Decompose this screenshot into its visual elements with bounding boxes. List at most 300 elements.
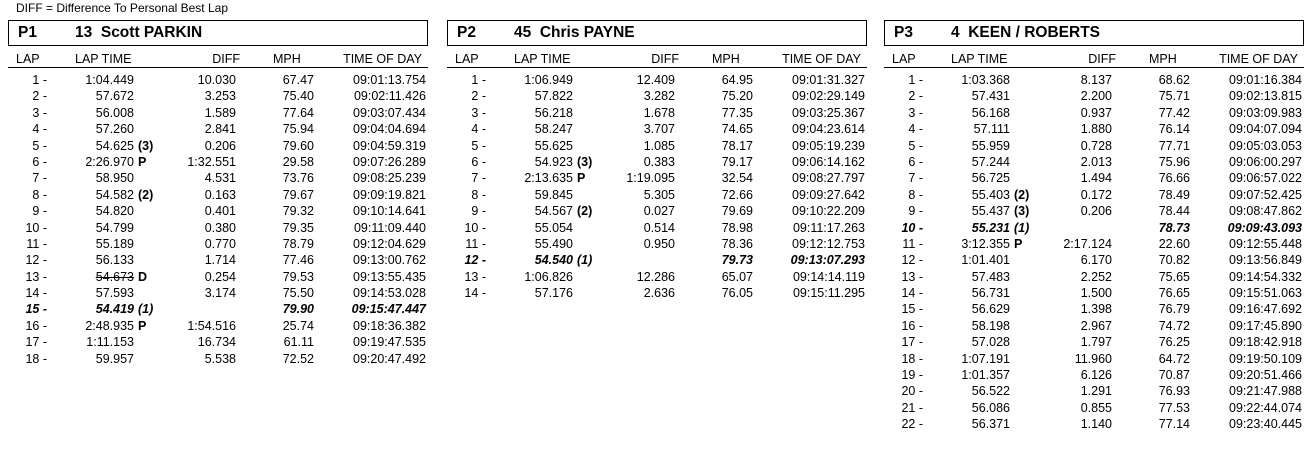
lap-diff: 3.282 <box>643 89 675 104</box>
table-row <box>884 237 1304 253</box>
lap-mph: 79.69 <box>721 204 753 219</box>
lap-mph: 76.14 <box>1158 122 1190 137</box>
time-of-day: 09:02:29.149 <box>792 89 865 104</box>
lap-number: 11 - <box>26 236 47 251</box>
lap-diff: 2.967 <box>1080 318 1112 333</box>
lap-flag: P <box>1014 236 1023 251</box>
lap-time: 56.725 <box>971 171 1010 186</box>
lap-time: 56.522 <box>971 384 1010 399</box>
lap-diff: 1.678 <box>643 105 675 120</box>
lap-number: 16 - <box>25 318 47 333</box>
lap-mph: 75.96 <box>1158 154 1190 169</box>
lap-time: 54.799 <box>95 220 134 235</box>
lap-mph: 22.60 <box>1158 236 1190 251</box>
lap-diff: 6.126 <box>1080 368 1112 383</box>
time-of-day: 09:19:47.535 <box>353 335 426 350</box>
time-of-day: 09:17:45.890 <box>1229 318 1302 333</box>
lap-mph: 64.72 <box>1158 351 1190 366</box>
lap-mph: 78.44 <box>1158 204 1190 219</box>
table-row <box>884 204 1304 220</box>
time-of-day: 09:11:17.263 <box>792 220 865 235</box>
lap-time: 58.950 <box>95 171 134 186</box>
lap-diff: 0.027 <box>643 204 675 219</box>
lap-number: 17 - <box>25 335 47 350</box>
lap-mph: 77.46 <box>282 253 314 268</box>
table-row <box>884 286 1304 302</box>
lap-number: 9 - <box>32 204 47 219</box>
lap-flag: (2) <box>577 204 593 219</box>
time-of-day: 09:20:47.492 <box>353 351 426 366</box>
lap-mph: 67.47 <box>282 73 314 87</box>
lap-mph: 79.35 <box>282 220 314 235</box>
lap-time: 55.403 <box>971 187 1010 202</box>
time-of-day: 09:01:16.384 <box>1229 73 1302 87</box>
time-of-day: 09:18:36.382 <box>353 318 426 333</box>
table-row <box>8 122 428 138</box>
lap-diff: 3.707 <box>643 122 675 137</box>
lap-diff: 2.841 <box>204 122 236 137</box>
lap-mph: 64.95 <box>721 73 753 87</box>
lap-diff: 16.734 <box>197 335 236 350</box>
lap-time: 57.111 <box>973 122 1010 137</box>
lap-number: 7 - <box>32 171 47 186</box>
lap-diff: 0.937 <box>1080 105 1112 120</box>
lap-diff: 1.291 <box>1080 384 1112 399</box>
table-row <box>8 319 428 335</box>
table-row <box>447 106 867 122</box>
lap-time: 1:01.357 <box>961 368 1010 383</box>
lap-time: 54.582 <box>95 187 134 202</box>
column-header: DIFF <box>651 52 679 66</box>
lap-flag: (1) <box>577 253 593 268</box>
lap-time: 56.371 <box>971 417 1010 432</box>
lap-time: 56.218 <box>534 105 573 120</box>
lap-time: 54.419 <box>95 302 134 317</box>
lap-number: 13 - <box>25 269 47 284</box>
lap-diff: 1.714 <box>204 253 236 268</box>
lap-flag: P <box>138 154 147 169</box>
lap-number: 9 - <box>908 204 923 219</box>
lap-mph: 68.62 <box>1158 73 1190 87</box>
position-label: P2 <box>457 24 476 41</box>
lap-time: 2:13.635 <box>524 171 573 186</box>
lap-flag: (2) <box>1014 187 1030 202</box>
column-header: TIME OF DAY <box>1219 52 1298 66</box>
lap-mph: 77.14 <box>1158 417 1190 432</box>
table-row <box>884 253 1304 269</box>
lap-flag: P <box>138 318 147 333</box>
time-of-day: 09:01:31.327 <box>792 73 865 87</box>
lap-mph: 75.71 <box>1158 89 1190 104</box>
table-row <box>884 122 1304 138</box>
lap-mph: 77.64 <box>282 105 314 120</box>
column-header: LAP <box>892 52 916 66</box>
driver-name: 4 KEEN / ROBERTS <box>951 24 1100 41</box>
table-row <box>8 286 428 302</box>
lap-mph: 74.65 <box>721 122 753 137</box>
lap-mph: 73.76 <box>282 171 314 186</box>
lap-diff: 11.960 <box>1074 351 1112 366</box>
column-header: MPH <box>712 52 740 66</box>
lap-diff: 0.254 <box>204 269 236 284</box>
time-of-day: 09:12:12.753 <box>792 236 865 251</box>
lap-diff: 2:17.124 <box>1063 236 1112 251</box>
time-of-day: 09:09:27.642 <box>792 187 865 202</box>
lap-time: 59.845 <box>534 187 573 202</box>
lap-number: 21 - <box>901 400 923 415</box>
lap-number: 9 - <box>471 204 486 219</box>
lap-number: 14 - <box>464 286 486 301</box>
lap-number: 22 - <box>901 417 923 432</box>
table-row <box>8 155 428 171</box>
table-row <box>884 302 1304 318</box>
column-header: LAP TIME <box>514 52 571 66</box>
lap-mph: 78.98 <box>721 220 753 235</box>
table-row <box>447 237 867 253</box>
table-row <box>884 73 1304 89</box>
lap-time: 1:01.401 <box>961 253 1010 268</box>
lap-time: 57.593 <box>95 286 134 301</box>
driver-name: 13 Scott PARKIN <box>75 24 203 41</box>
lap-number: 4 - <box>908 122 923 137</box>
lap-mph: 75.20 <box>721 89 753 104</box>
lap-diff: 8.137 <box>1080 73 1112 87</box>
lap-flag: (3) <box>1014 204 1030 219</box>
lap-flag: P <box>577 171 586 186</box>
lap-time: 54.673 <box>95 269 134 284</box>
lap-rows <box>884 73 1304 434</box>
time-of-day: 09:06:14.162 <box>792 154 865 169</box>
lap-flag: (3) <box>138 138 154 153</box>
lap-flag: D <box>138 269 148 284</box>
table-row <box>8 335 428 351</box>
table-row <box>884 384 1304 400</box>
lap-number: 5 - <box>471 138 486 153</box>
lap-time: 54.540 <box>534 253 573 268</box>
time-of-day: 09:07:26.289 <box>353 154 426 169</box>
panel-p1 <box>8 20 428 368</box>
time-of-day: 09:16:47.692 <box>1229 302 1302 317</box>
lap-number: 6 - <box>32 154 47 169</box>
lap-time: 58.198 <box>971 318 1010 333</box>
lap-number: 7 - <box>471 171 486 186</box>
time-of-day: 09:06:57.022 <box>1229 171 1302 186</box>
lap-diff: 0.172 <box>1080 187 1112 202</box>
table-row <box>8 188 428 204</box>
table-row <box>447 171 867 187</box>
lap-mph: 75.40 <box>282 89 314 104</box>
lap-number: 3 - <box>32 105 47 120</box>
lap-diff: 0.514 <box>643 220 675 235</box>
lap-number: 12 - <box>464 253 486 268</box>
panel-header <box>884 20 1304 46</box>
lap-diff: 0.401 <box>204 204 236 219</box>
lap-time: 1:03.368 <box>961 73 1010 87</box>
column-headers <box>447 46 867 68</box>
lap-time: 56.133 <box>95 253 134 268</box>
lap-mph: 78.17 <box>721 138 753 153</box>
panel-p3 <box>884 20 1304 434</box>
lap-time: 57.176 <box>534 286 573 301</box>
lap-mph: 78.79 <box>282 236 314 251</box>
lap-time: 57.672 <box>95 89 134 104</box>
time-of-day: 09:07:52.425 <box>1229 187 1302 202</box>
column-headers <box>884 46 1304 68</box>
table-row <box>884 319 1304 335</box>
time-of-day: 09:06:00.297 <box>1229 154 1302 169</box>
table-row <box>447 221 867 237</box>
lap-number: 10 - <box>901 220 923 235</box>
column-header: MPH <box>1149 52 1177 66</box>
lap-mph: 76.79 <box>1158 302 1190 317</box>
table-row <box>884 368 1304 384</box>
column-header: DIFF <box>1088 52 1116 66</box>
table-row <box>8 171 428 187</box>
lap-time: 54.923 <box>534 154 573 169</box>
panel-header <box>447 20 867 46</box>
time-of-day: 09:08:25.239 <box>353 171 426 186</box>
lap-time: 57.431 <box>971 89 1010 104</box>
lap-diff: 1.494 <box>1080 171 1112 186</box>
lap-time: 1:06.949 <box>524 73 573 87</box>
lap-mph: 76.93 <box>1158 384 1190 399</box>
lap-time: 57.483 <box>971 269 1010 284</box>
time-of-day: 09:11:09.440 <box>353 220 426 235</box>
lap-mph: 76.65 <box>1158 286 1190 301</box>
lap-flag: (1) <box>1014 220 1030 235</box>
lap-mph: 78.73 <box>1158 220 1190 235</box>
table-row <box>884 89 1304 105</box>
lap-time: 2:48.935 <box>85 318 134 333</box>
lap-mph: 29.58 <box>282 154 314 169</box>
lap-diff: 4.531 <box>204 171 236 186</box>
lap-diff: 1:32.551 <box>187 154 236 169</box>
lap-time: 55.625 <box>534 138 573 153</box>
lap-number: 7 - <box>908 171 923 186</box>
time-of-day: 09:04:59.319 <box>353 138 426 153</box>
lap-time: 56.086 <box>971 400 1010 415</box>
lap-time: 55.437 <box>971 204 1010 219</box>
lap-mph: 79.67 <box>282 187 314 202</box>
lap-number: 11 - <box>465 236 486 251</box>
lap-mph: 32.54 <box>721 171 753 186</box>
lap-diff: 1.797 <box>1080 335 1112 350</box>
lap-time: 55.189 <box>95 236 134 251</box>
lap-time: 56.008 <box>95 105 134 120</box>
lap-time: 57.260 <box>95 122 134 137</box>
lap-number: 2 - <box>471 89 486 104</box>
time-of-day: 09:05:19.239 <box>792 138 865 153</box>
table-row <box>8 204 428 220</box>
table-row <box>8 352 428 368</box>
lap-number: 8 - <box>908 187 923 202</box>
time-of-day: 09:15:47.447 <box>351 302 426 317</box>
lap-diff: 12.409 <box>636 73 675 87</box>
lap-number: 10 - <box>464 220 486 235</box>
time-of-day: 09:12:04.629 <box>353 236 426 251</box>
lap-diff: 0.206 <box>204 138 236 153</box>
lap-number: 14 - <box>25 286 47 301</box>
lap-diff: 3.253 <box>204 89 236 104</box>
lap-number: 13 - <box>464 269 486 284</box>
lap-time: 56.629 <box>971 302 1010 317</box>
lap-mph: 65.07 <box>721 269 753 284</box>
table-row <box>447 155 867 171</box>
table-row <box>447 188 867 204</box>
lap-time: 59.957 <box>95 351 134 366</box>
lap-mph: 77.71 <box>1158 138 1190 153</box>
time-of-day: 09:13:00.762 <box>353 253 426 268</box>
lap-number: 14 - <box>901 286 923 301</box>
time-of-day: 09:02:13.815 <box>1229 89 1302 104</box>
lap-number: 6 - <box>908 154 923 169</box>
table-row <box>447 286 867 302</box>
time-of-day: 09:23:40.445 <box>1229 417 1302 432</box>
time-of-day: 09:22:44.074 <box>1229 400 1302 415</box>
lap-number: 13 - <box>901 269 923 284</box>
lap-number: 10 - <box>25 220 47 235</box>
lap-mph: 76.05 <box>721 286 753 301</box>
lap-number: 16 - <box>901 318 923 333</box>
lap-diff: 5.538 <box>204 351 236 366</box>
lap-number: 15 - <box>25 302 47 317</box>
lap-number: 12 - <box>901 253 923 268</box>
table-row <box>8 237 428 253</box>
column-header: LAP TIME <box>75 52 132 66</box>
lap-flag: (2) <box>138 187 154 202</box>
lap-diff: 0.380 <box>204 220 236 235</box>
lap-diff: 10.030 <box>197 73 236 87</box>
panel-header <box>8 20 428 46</box>
table-row <box>447 139 867 155</box>
lap-mph: 77.53 <box>1158 400 1190 415</box>
column-header: LAP TIME <box>951 52 1008 66</box>
best-lap-row <box>447 253 867 269</box>
table-row <box>8 106 428 122</box>
time-of-day: 09:13:55.435 <box>353 269 426 284</box>
time-of-day: 09:03:09.983 <box>1229 105 1302 120</box>
lap-number: 6 - <box>471 154 486 169</box>
lap-diff: 0.383 <box>643 154 675 169</box>
lap-number: 20 - <box>901 384 923 399</box>
table-row <box>447 122 867 138</box>
time-of-day: 09:13:07.293 <box>790 253 865 268</box>
lap-diff: 0.770 <box>204 236 236 251</box>
lap-number: 12 - <box>25 253 47 268</box>
lap-diff: 1.589 <box>204 105 236 120</box>
lap-time: 3:12.355 <box>961 236 1010 251</box>
lap-mph: 75.50 <box>282 286 314 301</box>
table-row <box>884 401 1304 417</box>
time-of-day: 09:14:14.119 <box>792 269 865 284</box>
table-row <box>884 155 1304 171</box>
lap-number: 19 - <box>901 368 923 383</box>
table-row <box>447 204 867 220</box>
column-header: LAP <box>16 52 40 66</box>
panel-p2 <box>447 20 867 302</box>
lap-diff: 0.950 <box>643 236 675 251</box>
time-of-day: 09:21:47.988 <box>1229 384 1302 399</box>
time-of-day: 09:18:42.918 <box>1229 335 1302 350</box>
lap-diff: 2.252 <box>1080 269 1112 284</box>
lap-diff: 2.013 <box>1080 154 1112 169</box>
time-of-day: 09:08:27.797 <box>792 171 865 186</box>
lap-number: 2 - <box>32 89 47 104</box>
lap-time: 1:07.191 <box>961 351 1010 366</box>
time-of-day: 09:13:56.849 <box>1229 253 1302 268</box>
lap-rows <box>8 73 428 368</box>
lap-diff: 1.398 <box>1080 302 1112 317</box>
lap-diff: 1.500 <box>1080 286 1112 301</box>
lap-number: 2 - <box>908 89 923 104</box>
lap-number: 1 - <box>32 73 47 87</box>
column-header: TIME OF DAY <box>343 52 422 66</box>
lap-number: 5 - <box>908 138 923 153</box>
lap-flag: (1) <box>138 302 154 317</box>
column-header: TIME OF DAY <box>782 52 861 66</box>
lap-mph: 75.65 <box>1158 269 1190 284</box>
time-of-day: 09:04:07.094 <box>1229 122 1302 137</box>
time-of-day: 09:20:51.466 <box>1229 368 1302 383</box>
time-of-day: 09:15:11.295 <box>792 286 865 301</box>
table-row <box>884 106 1304 122</box>
table-row <box>884 188 1304 204</box>
time-of-day: 09:05:03.053 <box>1229 138 1302 153</box>
lap-time: 57.028 <box>971 335 1010 350</box>
lap-time: 56.731 <box>971 286 1010 301</box>
table-row <box>8 253 428 269</box>
lap-number: 18 - <box>25 351 47 366</box>
lap-diff: 1.140 <box>1080 417 1112 432</box>
lap-time: 58.247 <box>534 122 573 137</box>
position-label: P1 <box>18 24 37 41</box>
table-row <box>8 89 428 105</box>
lap-number: 3 - <box>908 105 923 120</box>
lap-number: 8 - <box>32 187 47 202</box>
lap-rows <box>447 73 867 302</box>
lap-diff: 0.163 <box>204 187 236 202</box>
table-row <box>447 73 867 89</box>
lap-mph: 70.87 <box>1158 368 1190 383</box>
lap-mph: 72.66 <box>721 187 753 202</box>
lap-mph: 61.11 <box>283 335 314 350</box>
lap-mph: 79.17 <box>721 154 753 169</box>
lap-time: 2:26.970 <box>85 154 134 169</box>
lap-time: 54.567 <box>534 204 573 219</box>
lap-mph: 75.94 <box>282 122 314 137</box>
lap-diff: 5.305 <box>643 187 675 202</box>
lap-time: 1:06.826 <box>524 269 573 284</box>
time-of-day: 09:04:23.614 <box>792 122 865 137</box>
table-row <box>447 270 867 286</box>
lap-mph: 76.25 <box>1158 335 1190 350</box>
column-header: LAP <box>455 52 479 66</box>
lap-mph: 79.73 <box>721 253 753 268</box>
lap-time: 55.054 <box>534 220 573 235</box>
table-row <box>447 89 867 105</box>
time-of-day: 09:14:53.028 <box>353 286 426 301</box>
lap-number: 8 - <box>471 187 486 202</box>
lap-diff: 0.728 <box>1080 138 1112 153</box>
lap-mph: 79.32 <box>282 204 314 219</box>
time-of-day: 09:08:47.862 <box>1229 204 1302 219</box>
lap-mph: 72.52 <box>282 351 314 366</box>
time-of-day: 09:15:51.063 <box>1229 286 1302 301</box>
lap-number: 1 - <box>471 73 486 87</box>
lap-diff: 0.855 <box>1080 400 1112 415</box>
table-row <box>8 270 428 286</box>
time-of-day: 09:12:55.448 <box>1229 236 1302 251</box>
